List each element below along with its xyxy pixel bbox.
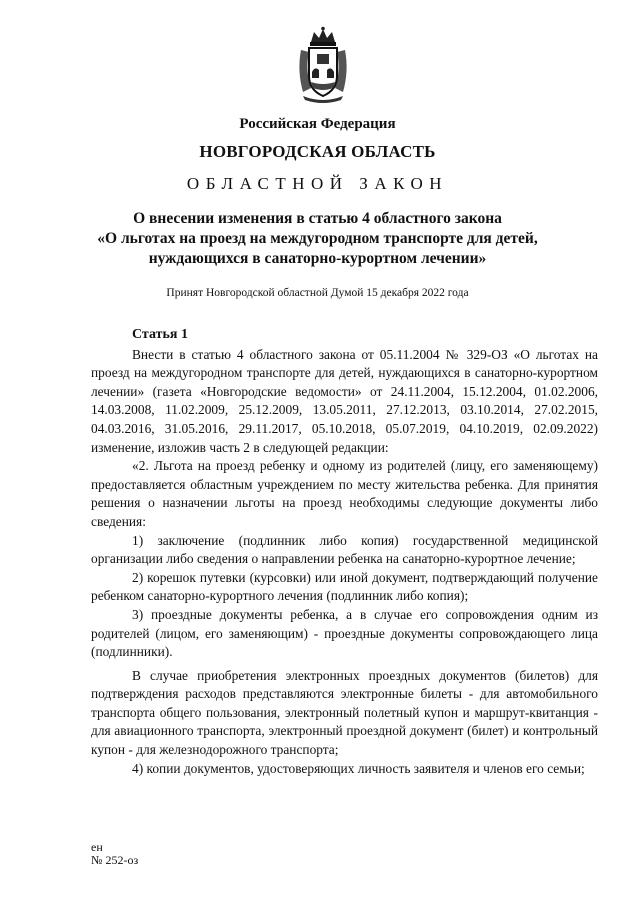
adoption-note: Принят Новгородской областной Думой 15 декабря 2022 года [166, 287, 469, 299]
paragraph: 4) копии документов, удостоверяющих личность заявителя и членов его семьи; [132, 760, 585, 776]
paragraph: 3) проездные документы ребенка, а в случае его сопровождения одним из родителей (лицом, его заменяющим) - проездные документы сопровождающего лица (подлинники). [91, 606, 598, 660]
paragraph: 1) заключение (подлинник либо копия) государственной медицинской организации либо сведения о направлении ребенка на санаторно-курортное лечение; [91, 532, 598, 567]
law-title-line: «О льготах на проезд на междугородном транспорте для детей, [97, 230, 538, 247]
region-name: НОВГОРОДСКАЯ ОБЛАСТЬ [199, 142, 436, 161]
document-footer [91, 841, 138, 867]
law-title-line: О внесении изменения в статью 4 областного закона [133, 210, 502, 227]
paragraph: 2) корешок путевки (курсовки) или иной документ, подтверждающий получение ребенком санаторно-курортного лечения (подлинник либо копия); [91, 569, 598, 604]
federation-name: Российская Федерация [239, 116, 396, 132]
paragraph: Внести в статью 4 областного закона от 05.11.2004 № 329-ОЗ «О льготах на проезд на междугородном транспорте для детей, нуждающихся в санаторно-курортном лечении» (газета «Новгородские ведомости» от 24.11.2004, 15.12.2004, 01.02.2006, 14.03.2008, 11.02.2009, 25.12.2009, 13.05.2011, 27.12.2013, 03.10.2014, 27.02.2015, 04.03.2016, 31.05.2016, 29.11.2017, 05.10.2018, 05.07.2019, 04.10.2019, 02.09.2022) изменение, изложив часть 2 в следующей редакции: [91, 346, 598, 455]
law-title [0, 209, 635, 269]
paragraph: В случае приобретения электронных проездных документов (билетов) для подтверждения расходов представляются электронные билеты - для автомобильного транспорта общего пользования, электронный полетный купон и маршрут-квитанция - для авиационного транспорта, электронный проездной документ (билет) и контрольный купон - для железнодорожного транспорта; [91, 667, 598, 758]
paragraph: «2. Льгота на проезд ребенку и одному из родителей (лицу, его заменяющему) предоставляется областным учреждением по месту жительства ребенка. Для принятия решения о назначении льготы на проезд необходимы следующие документы либо сведения: [91, 458, 598, 529]
executor-initials: ен [91, 840, 103, 854]
article-heading: Статья 1 [132, 327, 188, 342]
coat-of-arms-emblem [293, 26, 353, 104]
law-number: № 252-оз [91, 853, 139, 867]
law-title-line: нуждающихся в санаторно-курортном лечении» [148, 250, 487, 267]
law-type: ОБЛАСТНОЙ ЗАКОН [186, 174, 449, 193]
law-body [91, 326, 598, 778]
